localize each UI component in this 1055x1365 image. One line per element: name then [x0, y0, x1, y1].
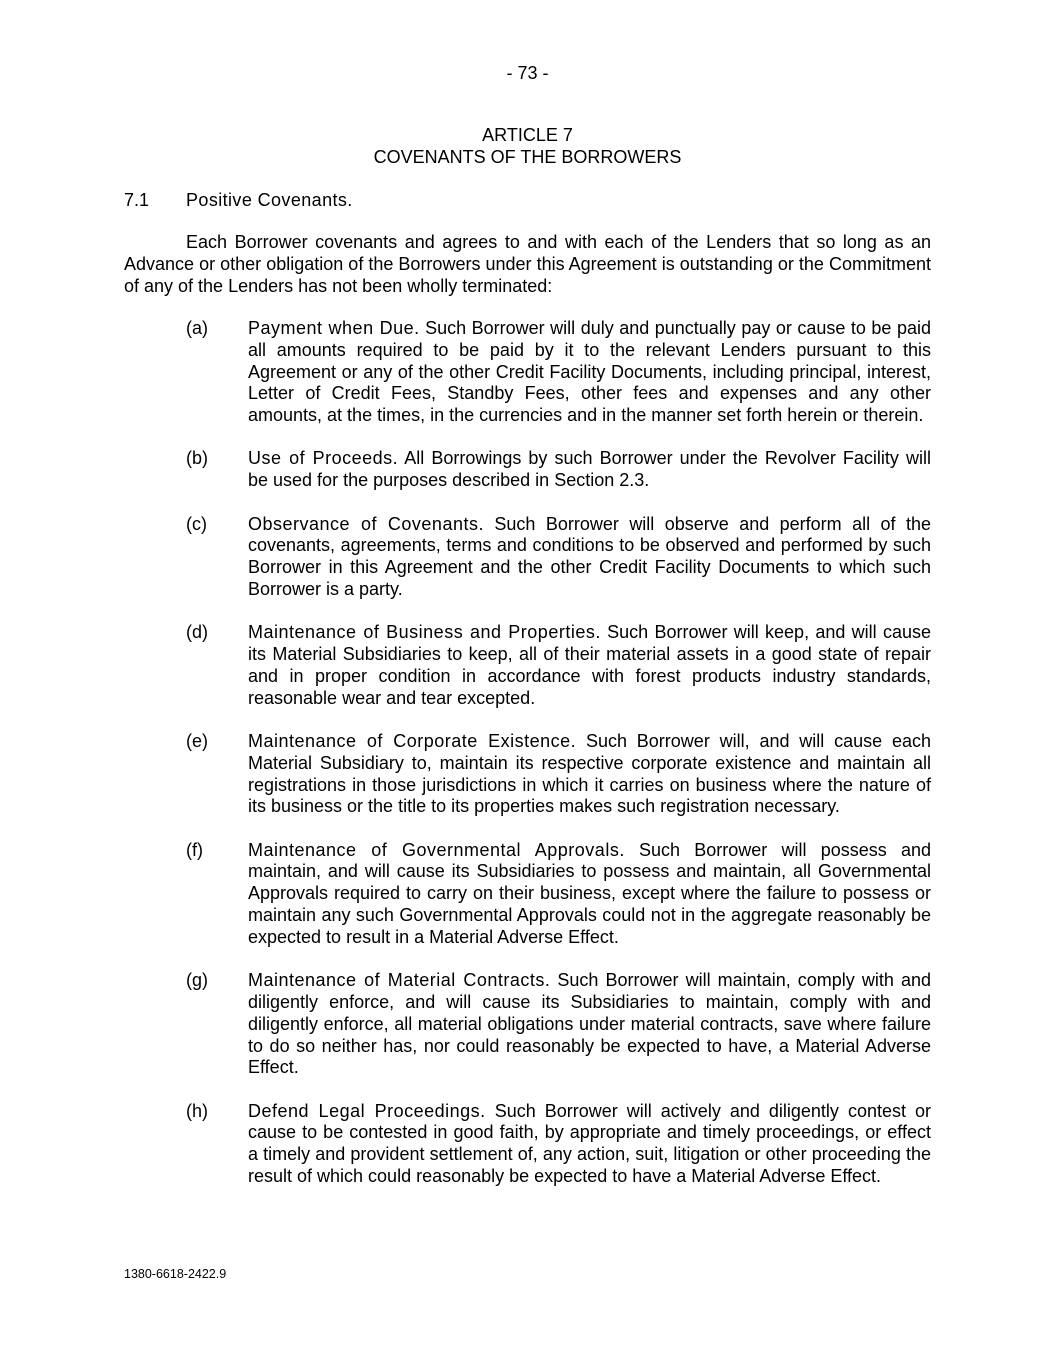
item-caption: Defend Legal Proceedings. — [248, 1100, 486, 1121]
item-label: (c) — [186, 513, 207, 534]
covenant-item — [0, 1101, 1055, 1188]
item-label: (d) — [186, 622, 208, 643]
covenant-item — [0, 622, 1055, 709]
section-heading — [124, 190, 930, 212]
item-label: (a) — [186, 318, 208, 338]
item-text: Such Borrower will actively and diligently contest or cause to be contested in good faith, by appropriate and timely proceedings, or effect a timely and provident settlement of, any action, suit, litigation or other proceeding the result of which could reasonably be expected to have a Material Adverse Effect. — [248, 1100, 931, 1186]
item-caption: Use of Proceeds. — [248, 448, 399, 469]
item-caption: Payment when Due. — [248, 318, 420, 338]
item-body — [248, 1101, 931, 1188]
covenant-item — [0, 731, 1055, 818]
item-text: Such Borrower will possess and maintain, and will cause its Subsidiaries to possess and maintain, all Governmental Approvals required to carry on their business, except where the failure to possess or maintain any such Governmental Approvals could not in the aggregate reasonably be expected to result in a Material Adverse Effect. — [248, 839, 931, 947]
item-label: (f) — [186, 839, 203, 860]
item-caption: Maintenance of Material Contracts. — [248, 970, 551, 991]
covenant-item — [0, 970, 1055, 1079]
item-body — [248, 514, 931, 601]
item-label: (e) — [186, 730, 208, 751]
covenant-item — [0, 514, 1055, 601]
section-number: 7.1 — [124, 190, 150, 210]
item-body — [248, 622, 931, 709]
item-body — [248, 448, 931, 492]
item-text: Such Borrower will, and will cause each Material Subsidiary to, maintain its respective corporate existence and maintain all registrations in those jurisdictions in which it carries on business where the nature of its business or the title to its properties makes such registration necessary. — [248, 730, 931, 817]
item-text: Such Borrower will maintain, comply with and diligently enforce, and will cause its Subsidiaries to maintain, comply with and diligently enforce, all material obligations under material contracts, save where failure to do so neither has, nor could reasonably be expected to have, a Material Adverse Effect. — [248, 970, 931, 1078]
article-heading — [0, 125, 1055, 169]
document-id: 1380-6618-2422.9 — [124, 1267, 227, 1281]
article-title: COVENANTS OF THE BORROWERS — [373, 146, 682, 167]
item-caption: Maintenance of Business and Properties. — [248, 622, 601, 643]
article-number: ARTICLE 7 — [482, 125, 573, 145]
intro-paragraph: Each Borrower covenants and agrees to and with each of the Lenders that so long as an Advance or other obligation of the Borrowers under this Agreement is outstanding or the Commitment of any of the Lenders has not been wholly terminated: — [124, 232, 931, 296]
item-label: (h) — [186, 1100, 208, 1121]
section-title: Positive Covenants. — [186, 190, 353, 210]
item-label: (g) — [186, 970, 208, 991]
item-caption: Maintenance of Governmental Approvals. — [248, 839, 625, 860]
item-text: Such Borrower will observe and perform all of the covenants, agreements, terms and conditions to be observed and performed by such Borrower in this Agreement and the other Credit Facility Documents to which such Borrower is a party. — [248, 513, 931, 599]
item-caption: Observance of Covenants. — [248, 513, 484, 534]
page-number: - 73 - — [506, 63, 549, 83]
item-text: Such Borrower will duly and punctually pay or cause to be paid all amounts required to be paid by it to the relevant Lenders pursuant to this Agreement or any of the other Credit Facility Documents, including principal, interest, Letter of Credit Fees, Standby Fees, other fees and expenses and any other amounts, at the times, in the currencies and in the manner set forth herein or therein. — [248, 318, 931, 426]
item-body — [248, 731, 931, 818]
covenant-item — [0, 318, 1055, 427]
item-body — [248, 970, 931, 1079]
item-text: Such Borrower will keep, and will cause its Material Subsidiaries to keep, all of their material assets in a good state of repair and in proper condition in accordance with forest products industry standards, reasonable wear and tear excepted. — [248, 622, 931, 708]
item-label: (b) — [186, 448, 208, 469]
item-body — [248, 840, 931, 949]
item-caption: Maintenance of Corporate Existence. — [248, 730, 577, 751]
covenant-list — [0, 318, 1055, 1209]
item-body — [248, 318, 931, 427]
item-text: All Borrowings by such Borrower under the Revolver Facility will be used for the purposes described in Section 2.3. — [248, 448, 931, 491]
covenant-item — [0, 840, 1055, 949]
covenant-item — [0, 448, 1055, 492]
